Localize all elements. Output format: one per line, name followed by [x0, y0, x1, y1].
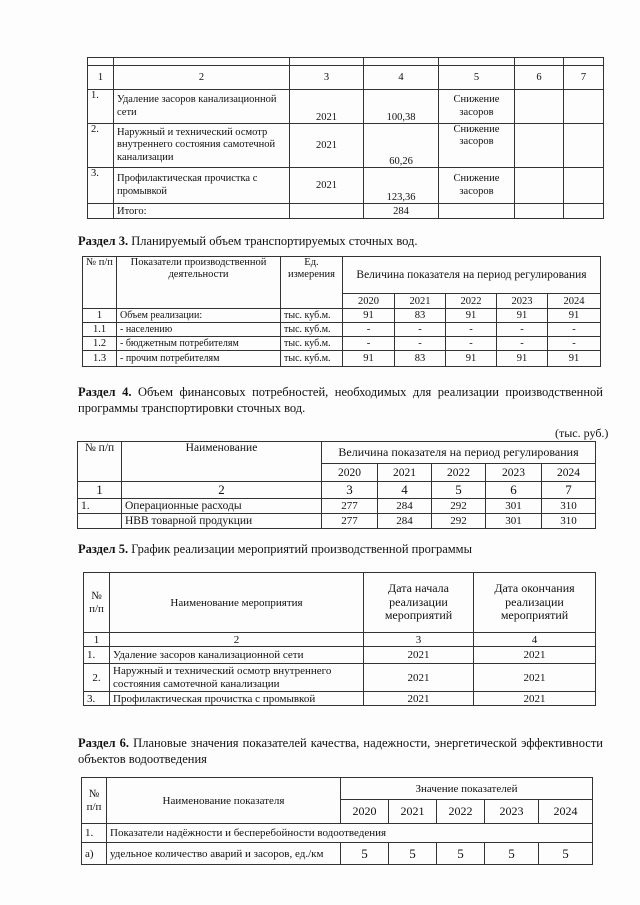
- section-5-title: Раздел 5. График реализации мероприятий производственной программы: [78, 542, 472, 556]
- section-6-title: Раздел 6. Плановые значения показателей качества, надежности, энергетической эффективности объектов водоотведения: [78, 736, 603, 767]
- table-row: 1.2 - бюджетным потребителям тыс. куб.м. - - - - -: [83, 337, 601, 351]
- financial-needs-table: № п/п Наименование Величина показателя на период регулирования 2020 2021 2022 2023 2024 1 2 3 4 5 6 7 1. Операционные расходы 277 284 292 301 310 НВВ товарной продукции 277 284 292 301 310: [77, 441, 596, 529]
- table-row: 1 Объем реализации: тыс. куб.м. 91 83 91 91 91: [83, 309, 601, 323]
- group-row: 1. Показатели надёжности и бесперебойности водоотведения: [82, 824, 593, 843]
- table-row: 2. Наружный и технический осмотр внутреннего состояния самотечной канализации 2021 2021: [84, 664, 596, 692]
- table-index-row: 1 2 3 4 5 6 7: [88, 66, 604, 90]
- table-row: 1. Удаление засоров канализационной сети 2021 2021: [84, 647, 596, 664]
- table-index-row: 1 2 3 4: [84, 633, 596, 647]
- table-row: 1.3 - прочим потребителям тыс. куб.м. 91 83 91 91 91: [83, 351, 601, 367]
- table-index-row: 1 2 3 4 5 6 7: [78, 482, 596, 499]
- table-row: 3. Профилактическая прочистка с промывкой 2021 2021: [84, 692, 596, 706]
- table-row: 3. Профилактическая прочистка с промывкой 2021 123,36 Снижение засоров: [88, 168, 604, 204]
- section-3-title: Раздел 3. Планируемый объем транспортируемых сточных вод.: [78, 234, 418, 248]
- table-row: а) удельное количество аварий и засоров, ед./км 5 5 5 5 5: [82, 843, 593, 865]
- table-row: НВВ товарной продукции 277 284 292 301 310: [78, 514, 596, 529]
- quality-indicators-table: № п/п Наименование показателя Значение показателей 2020 2021 2022 2023 2024 1. Показатели надёжности и бесперебойности водоотведения а) удельное количество аварий и засоров, ед./км 5 5 5 5 5: [81, 777, 593, 865]
- table-row: 1. Операционные расходы 277 284 292 301 310: [78, 499, 596, 514]
- table-row: 1. Удаление засоров канализационной сети 2021 100,38 Снижение засоров: [88, 90, 604, 124]
- measures-table: [87, 57, 604, 219]
- table-row: 1.1 - населению тыс. куб.м. - - - - -: [83, 323, 601, 337]
- unit-note: (тыс. руб.): [555, 426, 609, 440]
- schedule-table: № п/п Наименование мероприятия Дата начала реализации мероприятий Дата окончания реализации мероприятий 1 2 3 4 1. Удаление засоров канализационной сети 2021 2021 2. Наружный и технический осмотр внутреннего состояния самотечной канализации 2021 2021 3. Профилактическая прочистка с промывкой 2021 2021: [83, 572, 596, 706]
- wastewater-volume-table: № п/п Показатели производственной деятельности Ед. измерения Величина показателя на период регулирования 2020 2021 2022 2023 2024 1 Объем реализации: тыс. куб.м. 91 83 91 91 91 1.1 - населению тыс. куб.м. - - - - - 1.2 - бюджетным потребителям тыс. куб.м. - - - - - 1.3 - прочим потребителям тыс. куб.м. 91 83 91 91 91: [82, 256, 601, 367]
- table-row: 2. Наружный и технический осмотр внутреннего состояния самотечной канализации 2021 60,26 Снижение засоров: [88, 124, 604, 168]
- total-row: Итого: 284: [88, 204, 604, 219]
- section-4-title: Раздел 4. Объем финансовых потребностей, необходимых для реализации производственной программы транспортировки сточных вод.: [78, 385, 603, 416]
